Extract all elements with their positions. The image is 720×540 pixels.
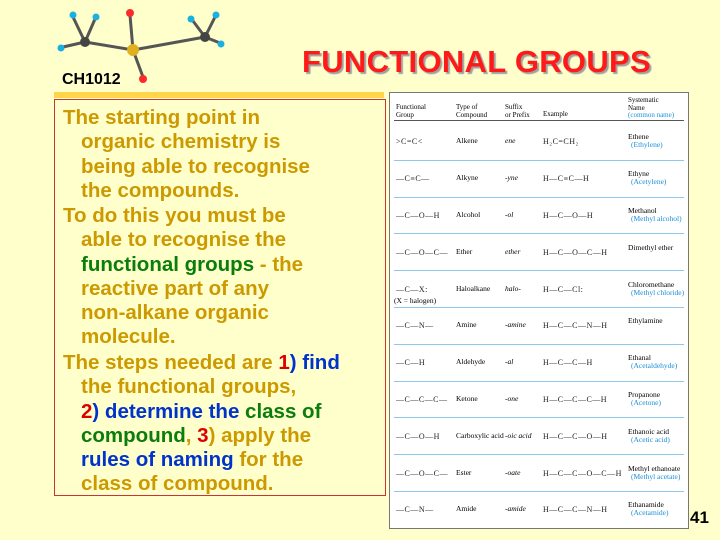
text-line: the compounds. xyxy=(81,178,240,202)
systematic-name: Ethanamide xyxy=(628,500,664,510)
text-line xyxy=(63,351,393,375)
compound-type: Carboxylic acid xyxy=(456,430,504,440)
compound-type: Alcohol xyxy=(456,209,481,219)
example-structure: H—C—C—N—H xyxy=(543,321,608,331)
systematic-name: Methyl ethanoate xyxy=(628,463,681,473)
halogen-note: (X = halogen) xyxy=(394,295,437,305)
text-line: being able to recognise xyxy=(81,154,310,178)
table-row xyxy=(390,381,690,418)
header-type xyxy=(456,104,487,119)
example-structure: H—C—O—H xyxy=(543,210,594,220)
step-number-2: 2 xyxy=(81,399,93,423)
highlight-functional-groups: functional groups xyxy=(81,252,255,276)
suffix-prefix: halo- xyxy=(505,283,521,293)
table-row xyxy=(390,344,690,381)
example-structure: H—C—C—N—H xyxy=(543,505,608,515)
text-line: able to recognise the xyxy=(81,228,287,252)
example-structure: H—C≡C—H xyxy=(543,174,590,184)
table-row xyxy=(390,270,690,307)
text-line: The starting point in xyxy=(63,106,261,129)
common-name: (Ethylene) xyxy=(631,140,663,150)
header-text: Suffix xyxy=(505,103,523,111)
header-text: Compound xyxy=(456,110,488,119)
paragraph-3 xyxy=(63,351,393,497)
example-structure: H—C—C—C—H xyxy=(543,394,608,404)
table-row xyxy=(390,491,690,528)
header-text: Functional xyxy=(396,103,426,111)
compound-type: Haloalkane xyxy=(456,283,491,293)
systematic-name: Methanol xyxy=(628,205,657,215)
functional-group-structure: —C—H xyxy=(396,358,426,368)
common-name: (Acetaldehyde) xyxy=(631,361,678,371)
table-row xyxy=(390,123,690,160)
text-line: molecule. xyxy=(81,325,176,349)
suffix-prefix: -al xyxy=(505,357,514,367)
common-name: (Methyl alcohol) xyxy=(631,213,682,223)
functional-group-structure: —C—O—C— xyxy=(396,247,448,257)
text-span: , xyxy=(185,423,198,447)
suffix-prefix: -one xyxy=(505,393,519,403)
functional-group-structure: >C=C< xyxy=(396,137,423,147)
text-line xyxy=(63,400,393,424)
header-rule xyxy=(394,120,684,121)
highlight-class-of: class of xyxy=(245,399,322,423)
text-line xyxy=(63,253,393,277)
suffix-prefix: -amide xyxy=(505,504,526,514)
example-structure: H₂C=CH₂ xyxy=(543,137,579,147)
common-name: (Acetic acid) xyxy=(631,434,670,444)
compound-type: Alkyne xyxy=(456,173,479,183)
example-structure: H—C—Cl: xyxy=(543,284,584,294)
text-span: ) apply the xyxy=(208,423,312,447)
slide-title: FUNCTIONAL GROUPS xyxy=(302,44,651,79)
body-text-box xyxy=(54,99,386,496)
table-row xyxy=(390,307,690,344)
table-row xyxy=(390,197,690,234)
header-suffix xyxy=(505,104,530,119)
compound-type: Ketone xyxy=(456,393,478,403)
example-structure: H—C—C—O—H xyxy=(543,431,608,441)
systematic-name: Dimethyl ether xyxy=(628,242,674,252)
example-structure: H—C—C—O—C—H xyxy=(543,468,622,478)
table-row xyxy=(390,233,690,270)
systematic-name: Propanone xyxy=(628,389,661,399)
text-line: To do this you must be xyxy=(63,204,286,227)
text-line xyxy=(63,424,393,448)
text-span: ) determine the xyxy=(92,399,246,423)
functional-group-structure: —C—N— xyxy=(396,321,434,331)
compound-type: Amine xyxy=(456,320,477,330)
systematic-name: Ethylamine xyxy=(628,316,663,326)
header-text: Type of xyxy=(456,103,478,111)
common-name: (Acetone) xyxy=(631,397,661,407)
course-code: CH1012 xyxy=(62,71,121,88)
common-name: (Acetamide) xyxy=(631,508,669,518)
paragraph-1 xyxy=(63,106,393,203)
suffix-prefix: ether xyxy=(505,246,521,256)
highlight-rules-of-naming: rules of naming xyxy=(81,448,234,472)
table-row xyxy=(390,417,690,454)
text-line: the functional groups, xyxy=(81,375,297,399)
example-structure: H—C—O—C—H xyxy=(543,247,608,257)
functional-group-structure: —C—O—H xyxy=(396,210,440,220)
compound-type: Ester xyxy=(456,467,472,477)
header-text: Group xyxy=(396,110,414,119)
systematic-name: Ethyne xyxy=(628,169,650,179)
suffix-prefix: ene xyxy=(505,136,516,146)
systematic-name: Ethene xyxy=(628,132,649,142)
common-name: (Acetylene) xyxy=(631,177,667,187)
suffix-prefix: -yne xyxy=(505,173,518,183)
text-span: for the xyxy=(233,448,304,472)
header-name xyxy=(628,97,674,120)
title-divider xyxy=(54,92,384,98)
compound-type: Ether xyxy=(456,246,473,256)
functional-groups-table xyxy=(389,92,689,529)
systematic-name: Ethanal xyxy=(628,353,651,363)
text-span: - the xyxy=(254,252,304,276)
text-line: class of compound. xyxy=(81,472,274,496)
step-number-1: 1 xyxy=(278,351,290,374)
header-text: Name xyxy=(628,103,645,112)
header-text: (common name) xyxy=(628,111,675,119)
suffix-prefix: -amine xyxy=(505,320,526,330)
highlight-compound: compound xyxy=(81,423,186,447)
text-line: non-alkane organic xyxy=(81,301,269,325)
functional-group-structure: —C—C—C— xyxy=(396,394,448,404)
text-line: organic chemistry is xyxy=(81,130,281,154)
text-line: reactive part of any xyxy=(81,276,269,300)
header-text: Systematic xyxy=(628,96,659,104)
compound-type: Aldehyde xyxy=(456,357,486,367)
paragraph-2 xyxy=(63,204,393,350)
step-number-3: 3 xyxy=(197,423,209,447)
functional-group-structure: —C—N— xyxy=(396,505,434,515)
example-structure: H—C—C—H xyxy=(543,358,593,368)
text-span: The steps needed are xyxy=(63,351,279,374)
compound-type: Alkene xyxy=(456,136,478,146)
page-number: 41 xyxy=(690,508,709,527)
functional-group-structure: —C≡C— xyxy=(396,174,430,184)
suffix-prefix: -oate xyxy=(505,467,521,477)
table-row xyxy=(390,454,690,491)
functional-group-structure: —C—O—C— xyxy=(396,468,448,478)
text-span: ) find xyxy=(289,351,340,374)
functional-group-structure: —C—O—H xyxy=(396,431,440,441)
header-text: or Prefix xyxy=(505,110,530,119)
common-name: (Methyl chloride) xyxy=(631,287,685,297)
systematic-name: Chloromethane xyxy=(628,279,675,289)
suffix-prefix: -oic acid xyxy=(505,430,532,440)
common-name: (Methyl acetate) xyxy=(631,471,681,481)
header-group xyxy=(396,104,426,119)
suffix-prefix: -ol xyxy=(505,209,514,219)
functional-group-structure: —C—X: xyxy=(396,284,428,294)
text-line xyxy=(63,448,393,472)
systematic-name: Ethanoic acid xyxy=(628,426,670,436)
header-example: Example xyxy=(543,110,568,118)
compound-type: Amide xyxy=(456,504,477,514)
table-row xyxy=(390,160,690,197)
